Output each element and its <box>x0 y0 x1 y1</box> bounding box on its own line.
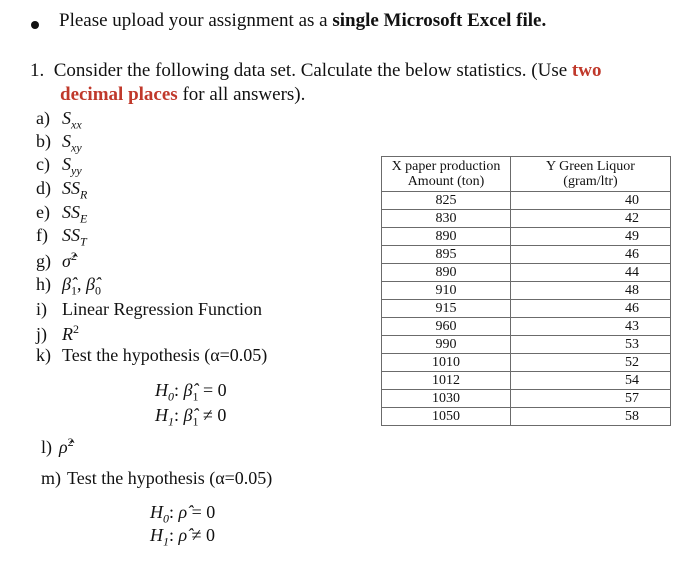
item-h <box>36 274 101 299</box>
item-label: m) <box>41 468 61 488</box>
table-row <box>382 336 671 354</box>
instruction-bold-text: single Microsoft Excel file. <box>332 10 547 31</box>
question-emphasis-decimal: decimal places <box>60 84 178 105</box>
table-row <box>382 246 671 264</box>
item-symbol: SS <box>62 178 80 198</box>
item-symbol: S <box>62 131 71 151</box>
item-symbol: σ̂ <box>62 251 71 271</box>
y-value-cell: 52 <box>511 354 671 372</box>
item-subscript: 0 <box>94 283 101 298</box>
hypothesis-k-null <box>155 380 227 405</box>
y-value-cell: 46 <box>511 246 671 264</box>
item-a <box>36 108 82 133</box>
hypothesis-symbol: H <box>150 502 163 522</box>
question-line-1 <box>30 60 601 82</box>
question-number: 1. <box>30 60 45 81</box>
question-line-2 <box>60 84 305 106</box>
item-subscript: 1 <box>70 283 77 298</box>
item-label: c) <box>36 154 50 174</box>
x-value-cell: 960 <box>382 318 511 336</box>
table-row <box>382 264 671 282</box>
x-header-line-1: X paper production <box>391 159 501 174</box>
item-symbol: ρ̂ <box>59 437 68 457</box>
table-row <box>382 192 671 210</box>
item-k <box>36 345 267 366</box>
hypothesis-relation: = 0 <box>198 380 227 400</box>
item-text: Test the hypothesis (α=0.05) <box>67 468 273 488</box>
hypothesis-relation: ≠ 0 <box>187 525 216 545</box>
table-row <box>382 354 671 372</box>
x-column-header <box>382 157 511 192</box>
x-value-cell: 825 <box>382 192 511 210</box>
table-row <box>382 228 671 246</box>
question-text-a: Consider the following data set. Calculate the below statistics. (Use <box>53 60 572 81</box>
instruction-text: Please upload your assignment as a <box>59 10 333 31</box>
y-value-cell: 40 <box>511 192 671 210</box>
hypothesis-colon: : <box>174 405 184 425</box>
table-row <box>382 390 671 408</box>
item-c <box>36 154 82 179</box>
item-i <box>36 299 262 320</box>
x-value-cell: 915 <box>382 300 511 318</box>
item-symbol: SS <box>62 225 80 245</box>
hypothesis-subscript: 1 <box>163 534 169 549</box>
bullet-icon <box>31 21 39 29</box>
item-e <box>36 202 87 227</box>
y-value-cell: 44 <box>511 264 671 282</box>
item-superscript: 2 <box>70 249 77 263</box>
item-subscript: R <box>80 187 88 202</box>
x-value-cell: 910 <box>382 282 511 300</box>
y-value-cell: 54 <box>511 372 671 390</box>
item-separator: , <box>76 274 86 294</box>
y-value-cell: 48 <box>511 282 671 300</box>
hypothesis-subscript: 0 <box>168 389 174 404</box>
item-label: g) <box>36 251 51 271</box>
item-label: e) <box>36 202 50 222</box>
table-row <box>382 210 671 228</box>
hypothesis-symbol: H <box>155 405 168 425</box>
hypothesis-colon: : <box>174 380 184 400</box>
item-m <box>41 468 272 489</box>
item-subscript: T <box>80 234 87 249</box>
item-symbol: β̂ <box>85 274 95 294</box>
hypothesis-symbol: H <box>155 380 168 400</box>
item-symbol: R <box>62 324 73 344</box>
item-label: k) <box>36 345 51 365</box>
item-superscript: 2 <box>73 322 79 336</box>
table-row <box>382 282 671 300</box>
y-value-cell: 49 <box>511 228 671 246</box>
item-subscript: xy <box>71 140 82 155</box>
hypothesis-relation: = 0 <box>187 502 216 522</box>
item-g <box>36 249 77 272</box>
hypothesis-subscript: 0 <box>163 511 169 526</box>
table-row <box>382 300 671 318</box>
hypothesis-k-alt <box>155 405 226 430</box>
item-l <box>41 435 74 458</box>
y-value-cell: 46 <box>511 300 671 318</box>
x-value-cell: 1030 <box>382 390 511 408</box>
item-label: b) <box>36 131 51 151</box>
question-emphasis-two: two <box>571 60 602 81</box>
item-label: j) <box>36 324 47 344</box>
hypothesis-beta-subscript: 1 <box>192 414 199 429</box>
y-column-header <box>511 157 671 192</box>
hypothesis-m-null <box>150 502 215 527</box>
item-superscript: 2 <box>67 435 74 449</box>
hypothesis-colon: : <box>169 502 179 522</box>
item-symbol: SS <box>62 202 80 222</box>
x-value-cell: 990 <box>382 336 511 354</box>
hypothesis-beta: β̂ <box>183 380 193 400</box>
table-row <box>382 318 671 336</box>
item-label: l) <box>41 437 52 457</box>
x-value-cell: 1012 <box>382 372 511 390</box>
x-value-cell: 1050 <box>382 408 511 426</box>
hypothesis-subscript: 1 <box>168 414 174 429</box>
y-value-cell: 53 <box>511 336 671 354</box>
hypothesis-m-alt <box>150 525 215 550</box>
item-subscript: xx <box>71 117 82 132</box>
item-symbol: β̂ <box>62 274 71 294</box>
item-label: i) <box>36 299 47 319</box>
y-value-cell: 58 <box>511 408 671 426</box>
item-symbol: S <box>62 108 71 128</box>
item-b <box>36 131 82 156</box>
y-header-line-2: (gram/ltr) <box>563 174 618 189</box>
item-label: d) <box>36 178 51 198</box>
hypothesis-beta: β̂ <box>183 405 193 425</box>
item-subscript: E <box>80 211 88 226</box>
x-value-cell: 830 <box>382 210 511 228</box>
item-subscript: yy <box>71 163 82 178</box>
item-symbol: S <box>62 154 71 174</box>
y-value-cell: 43 <box>511 318 671 336</box>
y-header-line-1: Y Green Liquor <box>546 159 635 174</box>
x-value-cell: 895 <box>382 246 511 264</box>
item-text: Linear Regression Function <box>62 299 262 319</box>
item-label: h) <box>36 274 51 294</box>
table-header-row <box>382 157 671 192</box>
y-value-cell: 57 <box>511 390 671 408</box>
item-f <box>36 225 87 250</box>
item-j <box>36 322 79 345</box>
item-label: a) <box>36 108 50 128</box>
x-header-line-2: Amount (ton) <box>407 174 485 189</box>
hypothesis-beta-subscript: 1 <box>192 389 199 404</box>
hypothesis-rho: ρ̂ <box>178 502 188 522</box>
x-value-cell: 890 <box>382 264 511 282</box>
hypothesis-symbol: H <box>150 525 163 545</box>
table-row <box>382 372 671 390</box>
y-value-cell: 42 <box>511 210 671 228</box>
hypothesis-colon: : <box>169 525 179 545</box>
item-text: Test the hypothesis (α=0.05) <box>62 345 268 365</box>
item-d <box>36 178 87 203</box>
x-value-cell: 1010 <box>382 354 511 372</box>
hypothesis-rho: ρ̂ <box>178 525 188 545</box>
data-table <box>381 156 671 426</box>
table-row <box>382 408 671 426</box>
instruction-line <box>59 10 546 32</box>
question-text-b: for all answers). <box>177 84 306 105</box>
hypothesis-relation: ≠ 0 <box>198 405 227 425</box>
x-value-cell: 890 <box>382 228 511 246</box>
item-label: f) <box>36 225 48 245</box>
